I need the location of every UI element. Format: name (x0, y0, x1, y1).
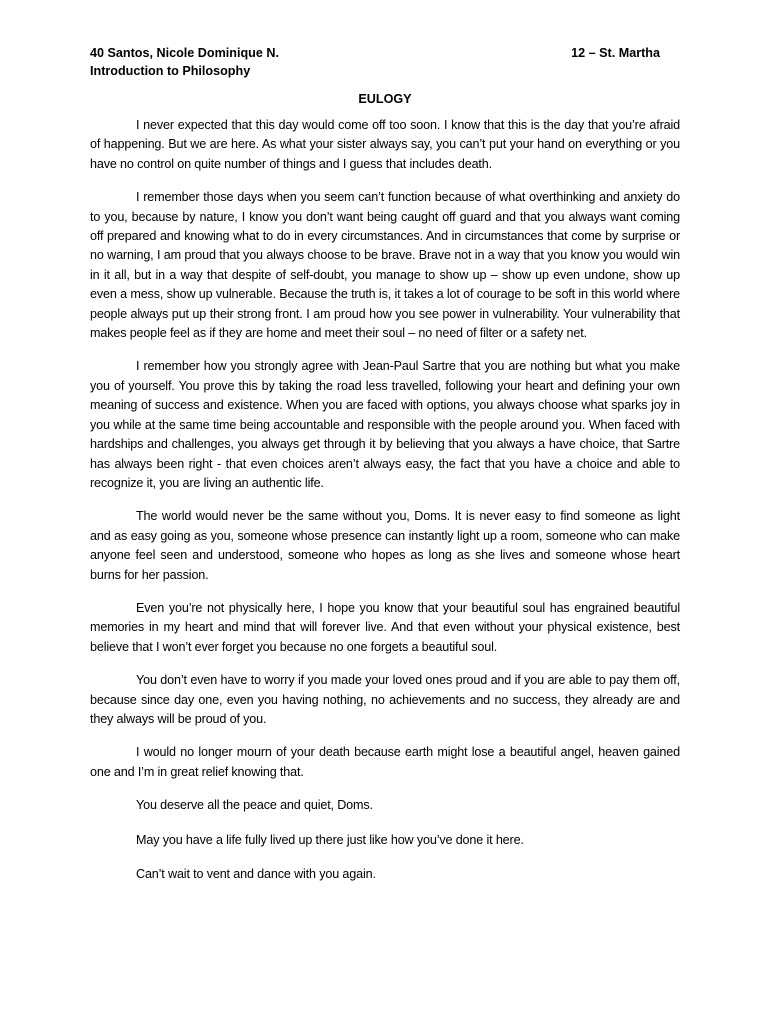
paragraph: May you have a life fully lived up there just like how you’ve done it here. (136, 832, 524, 847)
student-section: 12 – St. Martha (571, 46, 660, 60)
paragraph: You deserve all the peace and quiet, Doms. (136, 798, 373, 813)
header-row (90, 44, 680, 62)
document-header (90, 44, 680, 80)
paragraph: Can’t wait to vent and dance with you again. (136, 867, 376, 881)
paragraph: I remember those days when you seem can’t function because of what overthinking and anxiety do to you, because by nature, I know you don’t want being caught off guard and that you always want coming off prepared and knowing what to do in every circumstances. And in circumstances that come by surprise or no warning, I am proud that you always choose to be brave. Brave not in a way that you know you would win in it all, but in a way that despite of self-doubt, you manage to show up – show up even undone, show up even a mess, show up vulnerable. Because the truth is, it takes a lot of courage to be soft in this world where people always put up their strong front. I am proud how you see power in vulnerability. Your vulnerability that makes people feel as if they are home and meet their soul – no need of filter or a safety net. (90, 190, 680, 341)
paragraph: The world would never be the same without you, Doms. It is never easy to find someone as light and as easy going as you, someone whose presence can instantly light up a room, someone who can make anyone feel seen and understood, someone who hopes as long as she lives and someone whose heart burns for her passion. (90, 509, 680, 582)
course-name: Introduction to Philosophy (90, 64, 251, 78)
paragraph: I would no longer mourn of your death because earth might lose a beautiful angel, heaven gained one and I’m in great relief knowing that. (90, 745, 680, 779)
document-title: EULOGY (358, 92, 412, 106)
document-body (90, 116, 680, 884)
student-name: 40 Santos, Nicole Dominique N. (90, 46, 279, 60)
paragraph: Even you’re not physically here, I hope you know that your beautiful soul has engrained beautiful memories in my heart and mind that will forever live. And that even without your physical existence, best believe that I won’t ever forget you because no one forgets a beautiful soul. (90, 600, 680, 654)
paragraph: I remember how you strongly agree with Jean-Paul Sartre that you are nothing but what you make you of yourself. You prove this by taking the road less travelled, following your heart and defining your own meaning of success and existence. When you are faced with options, you always choose what sparks joy in you while at the same time being accountable and responsible with the people around you. When faced with hardships and challenges, you always get through it by believing that you always a have choice, that Sartre has always been right - that even choices aren’t always easy, the fact that you have a choice and able to recognize it, you are living an authentic life. (90, 359, 680, 490)
paragraph: You don’t even have to worry if you made your loved ones proud and if you are able to pay them off, because since day one, even you having nothing, no achievements and no success, they already are and they always will be proud of you. (90, 673, 680, 726)
paragraph: I never expected that this day would come off too soon. I know that this is the day that you’re afraid of happening. But we are here. As what your sister always say, you can’t put your hand on everything or you have no control on quite number of things and I guess that includes death. (90, 118, 680, 171)
